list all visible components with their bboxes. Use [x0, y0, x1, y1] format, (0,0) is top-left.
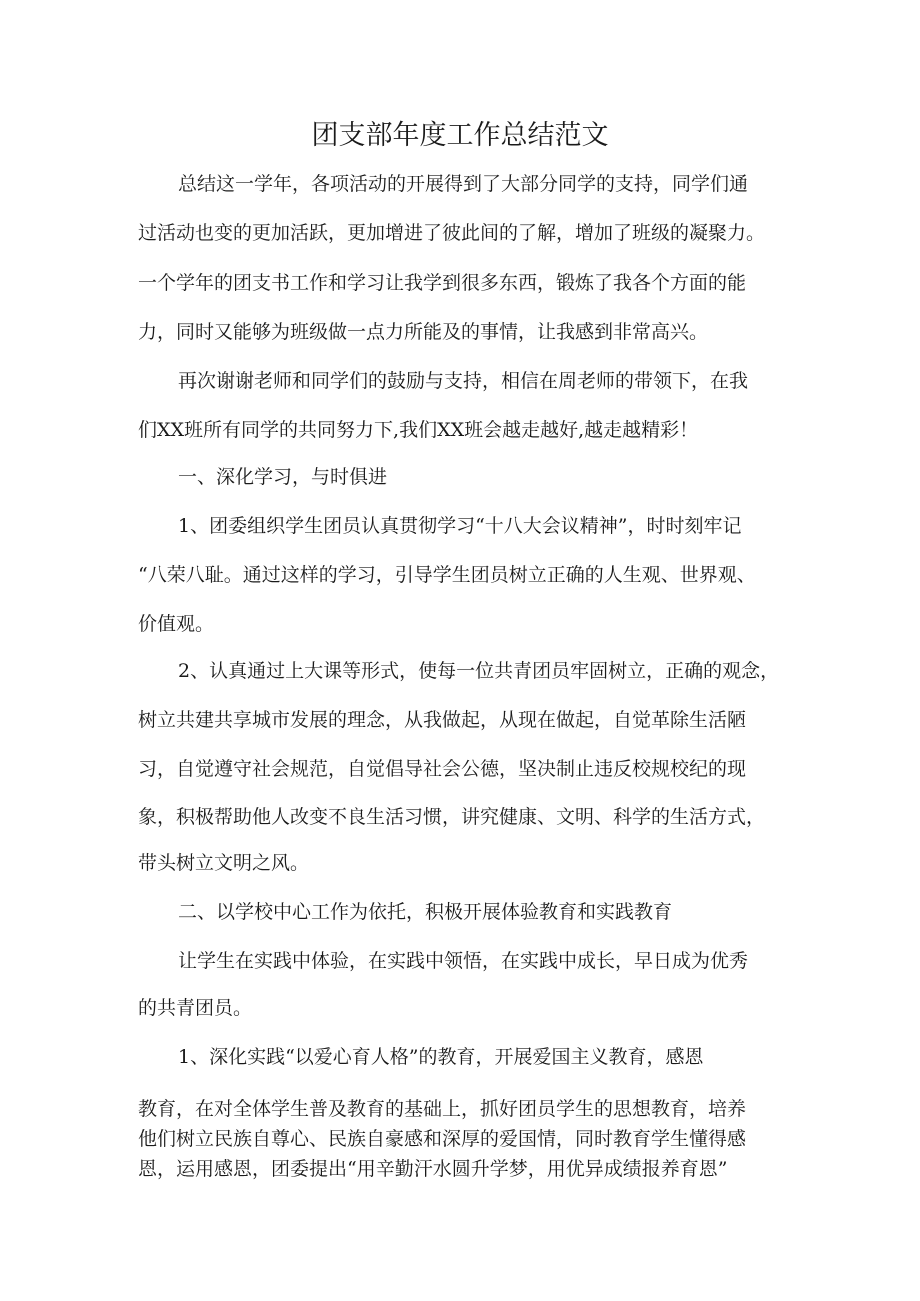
- text-line: “八荣八耻。通过这样的学习，引导学生团员树立正确的人生观、世界观、: [138, 564, 756, 586]
- text-line: 1、深化实践“以爱心育人格”的教育，开展爱国主义教育，感恩: [178, 1046, 704, 1068]
- section-heading: 一、深化学习，与时俱进: [178, 466, 388, 488]
- text-line: 力，同时又能够为班级做一点力所能及的事情，让我感到非常高兴。: [138, 321, 709, 343]
- text-line: 价值观。: [138, 613, 215, 635]
- text-line: 再次谢谢老师和同学们的鼓励与支持，相信在周老师的带领下，在我: [178, 370, 749, 392]
- text-line: 总结这一学年，各项活动的开展得到了大部分同学的支持，同学们通: [178, 173, 749, 195]
- text-line: 树立共建共享城市发展的理念，从我做起，从现在做起，自觉革除生活陋: [138, 709, 747, 731]
- text-line: 教育，在对全体学生普及教育的基础上，抓好团员学生的思想教育，培养: [138, 1098, 747, 1120]
- section-heading: 二、以学校中心工作为依托，积极开展体验教育和实践教育: [178, 901, 673, 923]
- text-line: 习，自觉遵守社会规范，自觉倡导社会公德，坚决制止违反校规校纪的现: [138, 758, 747, 780]
- document-title: 团支部年度工作总结范文: [311, 120, 609, 151]
- text-line: 一个学年的团支书工作和学习让我学到很多东西，锻炼了我各个方面的能: [138, 272, 747, 294]
- text-line: 让学生在实践中体验，在实践中领悟，在实践中成长，早日成为优秀: [178, 950, 749, 972]
- text-line: 过活动也变的更加活跃，更加增进了彼此间的了解，增加了班级的凝聚力。: [138, 222, 766, 244]
- text-line: 他们树立民族自尊心、民族自豪感和深厚的爱国情，同时教育学生懂得感: [138, 1128, 747, 1150]
- text-line: 1、团委组织学生团员认真贯彻学习“十八大会议精神”，时时刻牢记: [178, 515, 742, 537]
- text-line: 的共青团员。: [138, 997, 253, 1019]
- text-line: 象，积极帮助他人改变不良生活习惯，讲究健康、文明、科学的生活方式，: [138, 806, 766, 828]
- text-line: 恩，运用感恩，团委提出“用辛勤汗水圆升学梦，用优异成绩报养育恩”: [138, 1158, 728, 1180]
- text-line: 们XX班所有同学的共同努力下,我们XX班会越走越好,越走越精彩！: [138, 419, 699, 441]
- text-line: 2、认真通过上大课等形式，使每一位共青团员牢固树立，正确的观念，: [178, 660, 780, 682]
- text-line: 带头树立文明之风。: [138, 852, 310, 874]
